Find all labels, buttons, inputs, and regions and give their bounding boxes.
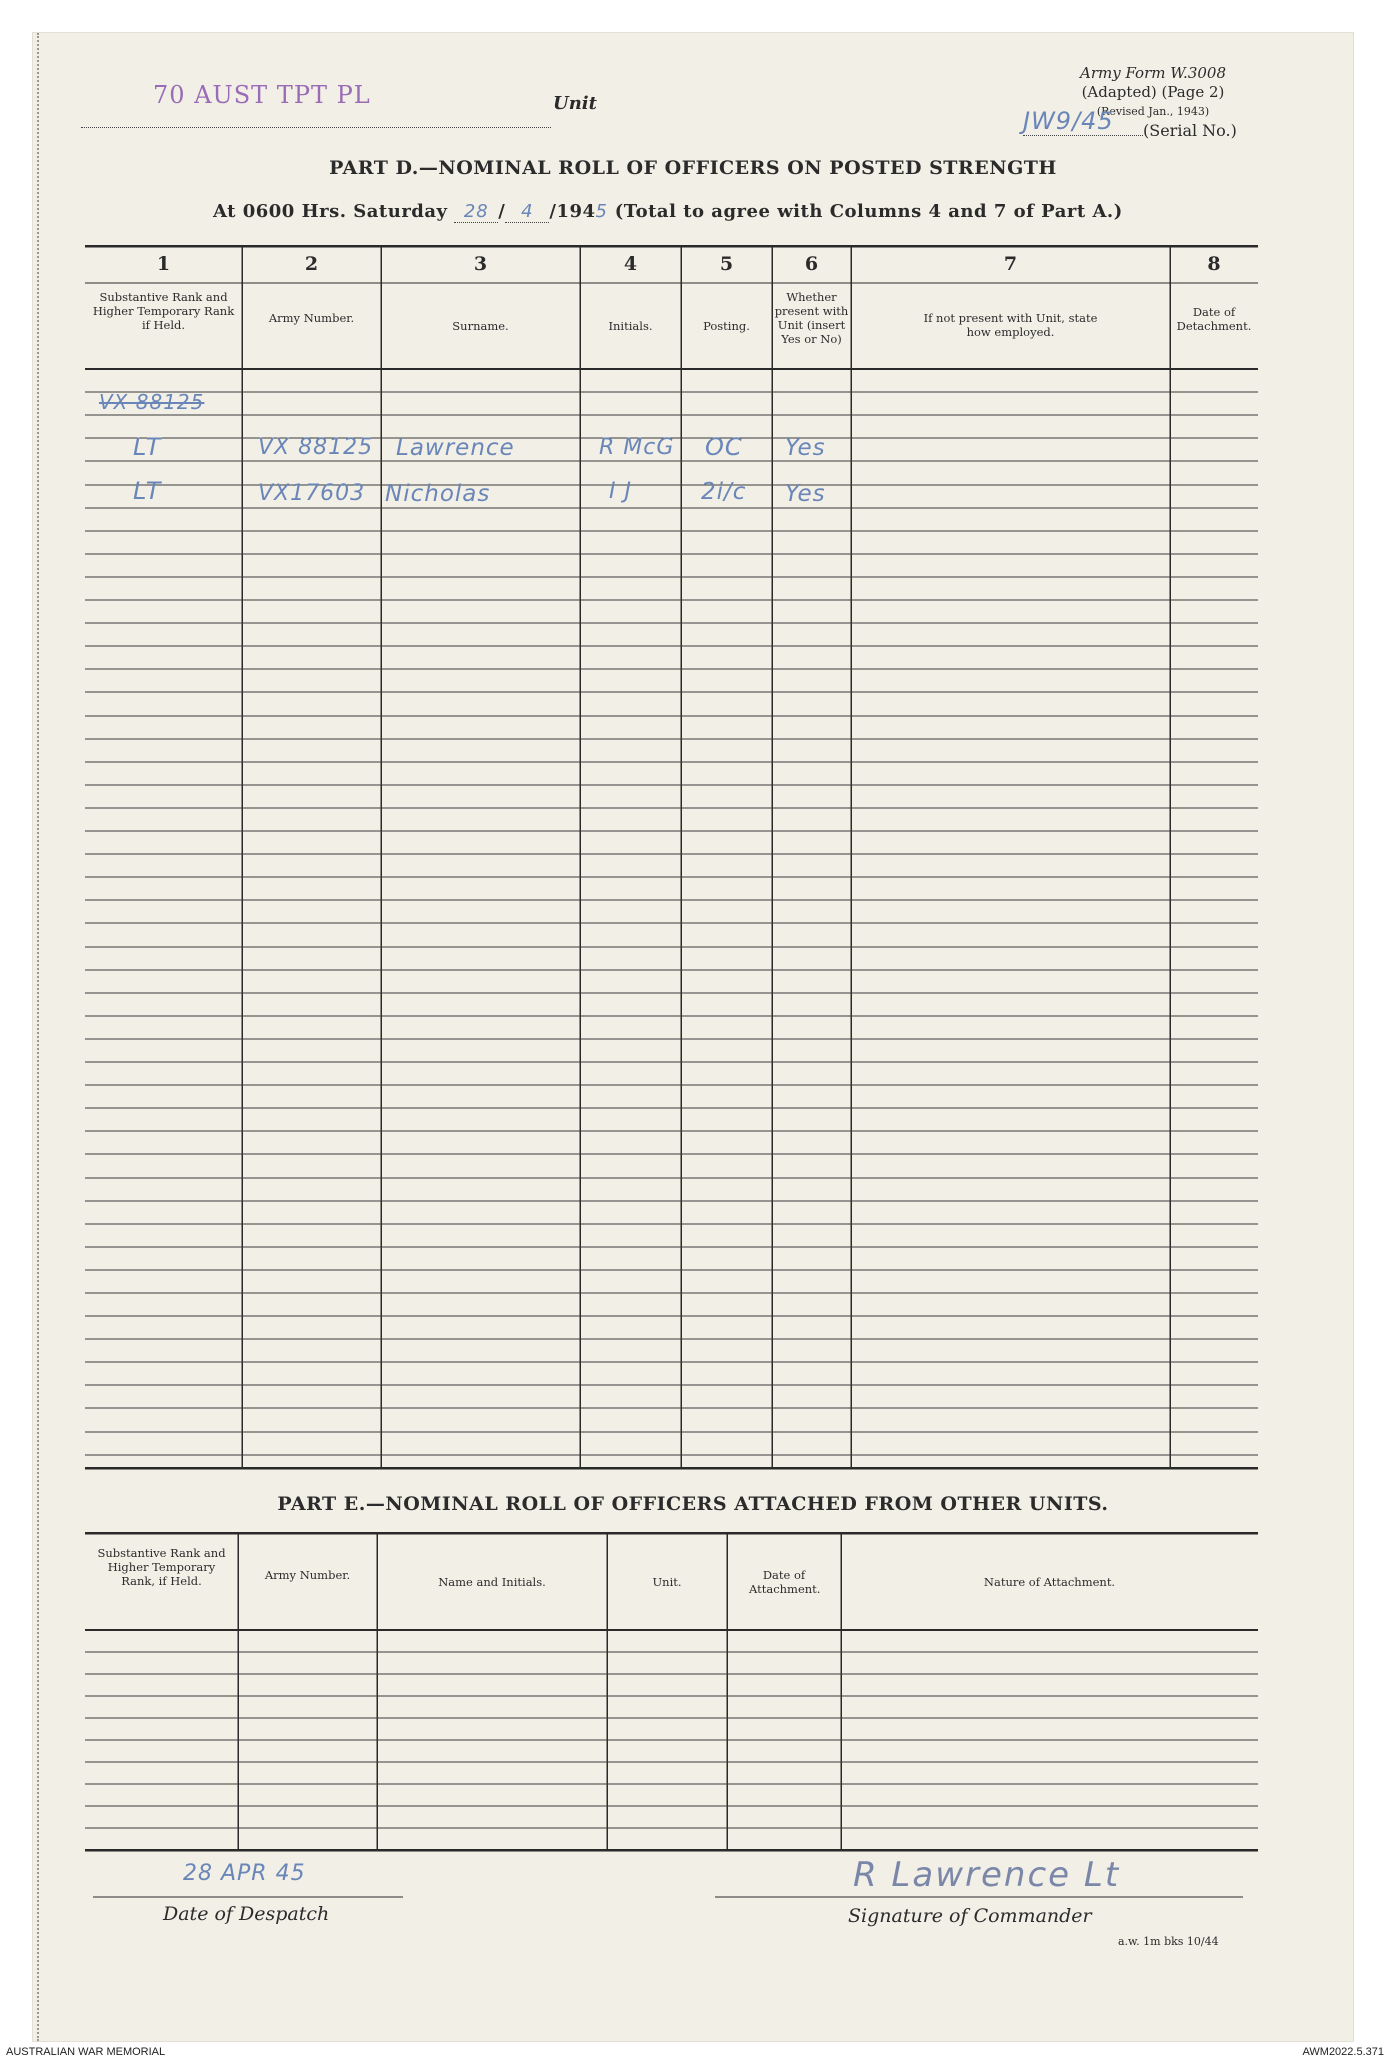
col-num-1: 1: [156, 253, 171, 275]
form-adapted: (Adapted) (Page 2): [1081, 83, 1225, 101]
row-1-posting: OC: [705, 433, 743, 461]
despatch-label: Date of Despatch: [163, 1903, 330, 1925]
col-header-detachment: Date of Detachment.: [1176, 305, 1252, 333]
col-num-3: 3: [473, 253, 488, 275]
date-year-hand: 5: [595, 201, 608, 222]
serial-number: JW9/45: [1023, 107, 1143, 136]
row-2-posting: 2i/c: [701, 479, 747, 505]
col-header-army-number: Army Number.: [268, 311, 355, 325]
col-num-7: 7: [1003, 253, 1018, 275]
form-name: Army Form W.3008: [1080, 64, 1226, 82]
row-2-present: Yes: [785, 481, 826, 507]
col-num-4: 4: [623, 253, 638, 275]
date-month: 4: [505, 201, 549, 223]
struck-entry: VX 88125: [99, 390, 205, 414]
row-1-army-number: VX 88125: [258, 435, 374, 460]
col-num-2: 2: [304, 253, 319, 275]
col-num-6: 6: [804, 253, 819, 275]
row-1-initials: R McG: [599, 435, 675, 460]
unit-stamp: 70 AUST TPT PL: [153, 81, 371, 109]
serial-label: (Serial No.): [1143, 121, 1237, 140]
row-1-present: Yes: [785, 435, 826, 461]
row-2-surname: Nicholas: [385, 481, 491, 507]
date-suffix: (Total to agree with Columns 4 and 7 of Part A.): [614, 201, 1123, 222]
print-code: a.w. 1m bks 10/44: [1118, 1935, 1219, 1948]
commander-signature: R Lawrence Lt: [853, 1855, 1121, 1895]
part-d-date-line: At 0600 Hrs. Saturday 28 / 4 /1945 (Total to agree with Columns 4 and 7 of Part A.): [213, 201, 1123, 222]
part-d-title: PART D.—NOMINAL ROLL OF OFFICERS ON POSTED STRENGTH: [329, 157, 1057, 179]
part-d-grid: [33, 33, 1353, 2041]
e-col-header-unit: Unit.: [652, 1575, 682, 1589]
e-col-header-rank: Substantive Rank and Higher Temporary Rank, if Held.: [97, 1546, 226, 1588]
col-header-employed: If not present with Unit, state how employed.: [923, 311, 1098, 339]
e-col-header-army-number: Army Number.: [264, 1568, 351, 1582]
date-day: 28: [454, 201, 498, 223]
row-2-rank: LT: [133, 477, 162, 505]
form-sheet: [33, 33, 1353, 2041]
part-e-title: PART E.—NOMINAL ROLL OF OFFICERS ATTACHED FROM OTHER UNITS.: [277, 1493, 1109, 1515]
despatch-date: 28 APR 45: [183, 1861, 306, 1886]
row-2-army-number: VX17603: [258, 481, 366, 506]
caption-left: AUSTRALIAN WAR MEMORIAL: [6, 2046, 166, 2058]
col-header-initials: Initials.: [608, 319, 653, 333]
row-2-initials: I J: [609, 479, 632, 504]
caption-right: AWM2022.5.371: [1302, 2046, 1384, 2058]
col-header-posting: Posting.: [703, 319, 750, 333]
e-col-header-nature: Nature of Attachment.: [983, 1575, 1116, 1589]
row-1-surname: Lawrence: [396, 435, 515, 461]
signature-label: Signature of Commander: [848, 1905, 1092, 1927]
col-num-5: 5: [719, 253, 734, 275]
col-header-surname: Surname.: [452, 319, 509, 333]
date-prefix: At 0600 Hrs. Saturday: [213, 201, 448, 222]
e-col-header-date: Date of Attachment.: [749, 1568, 821, 1596]
col-header-present: Whether present with Unit (insert Yes or No): [774, 290, 849, 346]
col-num-8: 8: [1207, 253, 1221, 275]
col-header-rank: Substantive Rank and Higher Temporary Rank if Held.: [92, 290, 235, 332]
row-1-rank: LT: [133, 433, 162, 461]
form-revised: (Revised Jan., 1943): [1096, 105, 1210, 118]
unit-label: Unit: [553, 93, 597, 114]
date-year: /194: [549, 201, 596, 222]
e-col-header-name: Name and Initials.: [438, 1575, 546, 1589]
